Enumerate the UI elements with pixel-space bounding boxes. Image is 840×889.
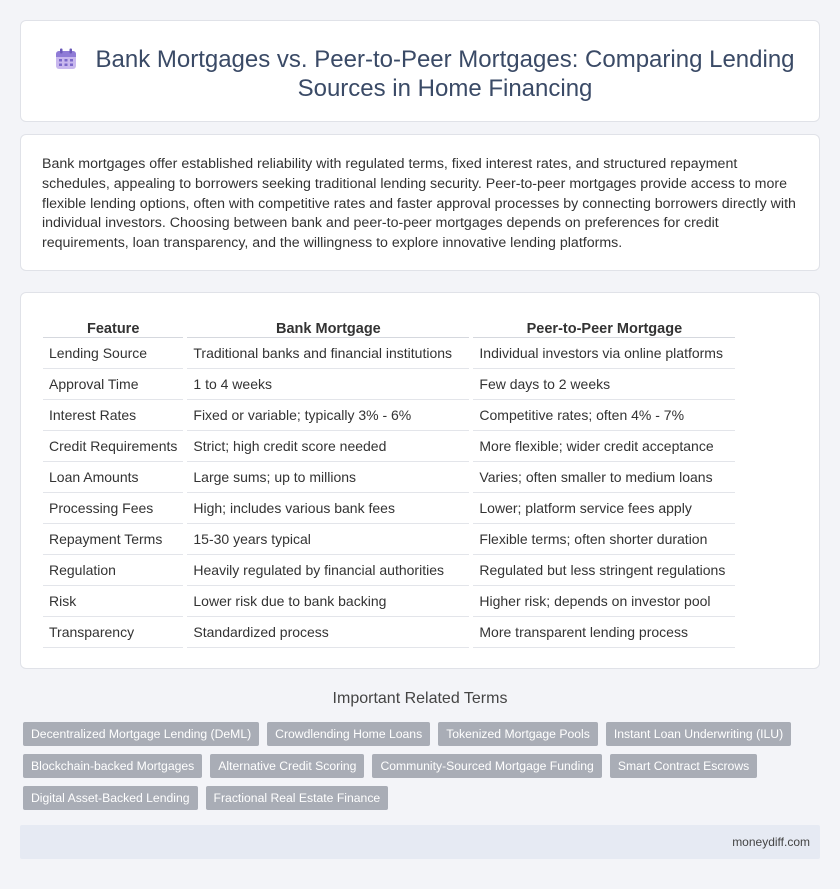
related-term-tag[interactable]: Blockchain-backed Mortgages [23,754,202,778]
related-term-tag[interactable]: Community-Sourced Mortgage Funding [372,754,601,778]
related-terms-list [23,722,813,818]
intro-card [20,134,820,271]
page-title: Bank Mortgages vs. Peer-to-Peer Mortgages: Comparing Lending Sources in Home Financing [95,46,795,102]
bank-cell: Large sums; up to millions [187,462,469,493]
table-row [43,493,735,524]
p2p-cell: More flexible; wider credit acceptance [473,431,735,462]
comparison-card [20,292,820,669]
p2p-cell: More transparent lending process [473,617,735,648]
feature-cell: Risk [43,586,183,617]
title-card [20,20,820,122]
feature-cell: Regulation [43,555,183,586]
bank-cell: Lower risk due to bank backing [187,586,469,617]
p2p-cell: Competitive rates; often 4% - 7% [473,400,735,431]
feature-cell: Approval Time [43,369,183,400]
feature-cell: Processing Fees [43,493,183,524]
feature-cell: Transparency [43,617,183,648]
table-row [43,555,735,586]
feature-cell: Repayment Terms [43,524,183,555]
bank-cell: Fixed or variable; typically 3% - 6% [187,400,469,431]
bank-cell: 1 to 4 weeks [187,369,469,400]
related-term-tag[interactable]: Decentralized Mortgage Lending (DeML) [23,722,259,746]
bank-cell: Strict; high credit score needed [187,431,469,462]
table-row [43,617,735,648]
p2p-cell: Individual investors via online platforms [473,338,735,369]
bank-cell: 15-30 years typical [187,524,469,555]
comparison-table [43,315,735,648]
related-term-tag[interactable]: Tokenized Mortgage Pools [438,722,598,746]
bank-cell: Standardized process [187,617,469,648]
related-term-tag[interactable]: Crowdlending Home Loans [267,722,430,746]
table-row [43,431,735,462]
table-body [43,338,735,648]
related-terms-heading: Important Related Terms [332,690,508,707]
table-row [43,586,735,617]
intro-paragraph: Bank mortgages offer established reliability with regulated terms, fixed interest rates, and structured repayment schedules, appealing to borrowers seeking traditional lending security. Peer-to-peer mortgages provide access to more flexible lending options, often with competitive rates and faster approval processes by connecting borrowers directly with individual investors. Choosing between bank and peer-to-peer mortgages depends on preferences for credit requirements, loan transparency, and the willingness to explore innovative lending platforms. [42,156,796,252]
p2p-cell: Flexible terms; often shorter duration [473,524,735,555]
related-term-tag[interactable]: Smart Contract Escrows [610,754,757,778]
p2p-cell: Higher risk; depends on investor pool [473,586,735,617]
bank-cell: Heavily regulated by financial authorities [187,555,469,586]
related-term-tag[interactable]: Fractional Real Estate Finance [206,786,389,810]
feature-cell: Credit Requirements [43,431,183,462]
footer-site-link[interactable]: moneydiff.com [732,835,810,849]
header-bank-mortgage: Bank Mortgage [187,315,469,338]
bank-cell: High; includes various bank fees [187,493,469,524]
p2p-cell: Lower; platform service fees apply [473,493,735,524]
related-term-tag[interactable]: Alternative Credit Scoring [210,754,364,778]
header-p2p-mortgage: Peer-to-Peer Mortgage [473,315,735,338]
table-row [43,400,735,431]
header-feature: Feature [43,315,183,338]
table-header-row [43,315,735,338]
p2p-cell: Varies; often smaller to medium loans [473,462,735,493]
related-term-tag[interactable]: Digital Asset-Backed Lending [23,786,198,810]
table-row [43,524,735,555]
table-row [43,338,735,369]
footer [20,825,820,859]
p2p-cell: Regulated but less stringent regulations [473,555,735,586]
table-row [43,462,735,493]
feature-cell: Loan Amounts [43,462,183,493]
table-row [43,369,735,400]
bank-cell: Traditional banks and financial institutions [187,338,469,369]
p2p-cell: Few days to 2 weeks [473,369,735,400]
feature-cell: Lending Source [43,338,183,369]
feature-cell: Interest Rates [43,400,183,431]
related-term-tag[interactable]: Instant Loan Underwriting (ILU) [606,722,791,746]
